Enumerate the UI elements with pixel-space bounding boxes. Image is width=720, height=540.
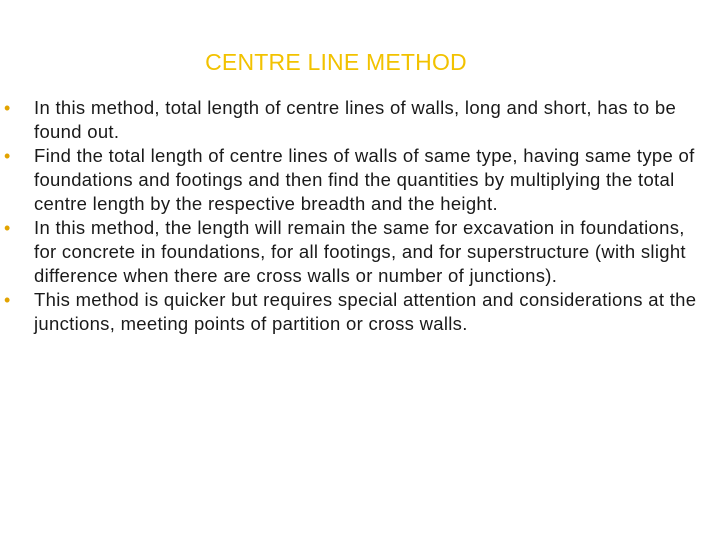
bullet-text: This method is quicker but requires special attention and considerations at the junctions, meeting points of partition or cross walls. [34,289,697,334]
slide-title: CENTRE LINE METHOD [205,49,467,75]
bullet-list [0,96,700,336]
bullet-text: In this method, total length of centre lines of walls, long and short, has to be found out. [34,97,677,142]
bullet-item [0,216,700,288]
bullet-icon: • [4,290,11,310]
bullet-item [0,288,700,336]
bullet-item [0,144,700,216]
bullet-icon: • [4,98,11,118]
bullet-text: In this method, the length will remain the same for excavation in foundations, for concrete in foundations, for all footings, and for superstructure (with slight difference when there are cross walls or number of junctions). [34,217,686,286]
bullet-icon: • [4,218,11,238]
bullet-text: Find the total length of centre lines of walls of same type, having same type of foundations and footings and then find the quantities by multiplying the total centre length by the respective breadth and the height. [34,145,695,214]
bullet-item [0,96,700,144]
bullet-icon: • [4,146,11,166]
